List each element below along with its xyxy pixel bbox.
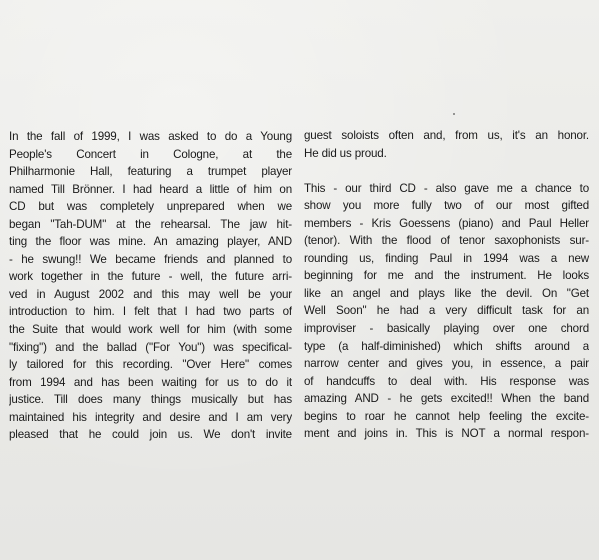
text-line: rounding us, finding Paul in 1994 was a new [304, 251, 589, 265]
left-text-column [9, 128, 292, 444]
text-line: like an angel and plays like the devil. On "Get [304, 286, 589, 300]
paragraph-third-cd [304, 180, 589, 443]
text-line: In the fall of 1999, I was asked to do a Young [9, 130, 292, 143]
text-line: from 1994 and has been waiting for us to do it [9, 375, 292, 389]
paragraph-gap [304, 162, 589, 180]
text-line: He did us proud. [304, 146, 387, 160]
text-line: the Suite that would work well for him (with some [9, 323, 292, 337]
text-line: ment and joins in. This is NOT a normal respon- [304, 427, 589, 441]
text-line: type (a half-diminished) which shifts around a [304, 339, 589, 353]
text-line: This - our third CD - also gave me a chance to [304, 181, 589, 195]
text-line: narrow center and gives you, in essence, a pair [304, 357, 589, 371]
text-line: guest soloists often and, from us, it's an honor. [304, 129, 589, 142]
text-line: amazing AND - he gets excited!! When the band [304, 392, 589, 406]
text-line: - he swung!! We became friends and planned to [9, 252, 292, 266]
text-line: ting the floor was mine. An amazing player, AND [9, 235, 292, 249]
paragraph-guest-soloists [304, 127, 589, 162]
text-line: ly tailored for this recording. "Over Here" comes [9, 358, 292, 372]
text-line: began "Tah-DUM" at the rehearsal. The jaw hit- [9, 217, 292, 231]
right-text-column [304, 127, 589, 443]
text-line: of handcuffs to deal with. His response was [304, 374, 589, 388]
text-line: named Till Brönner. I had heard a little of him on [9, 182, 292, 196]
text-line: members - Kris Goessens (piano) and Paul Heller [304, 216, 589, 230]
text-line: People's Concert in Cologne, at the [9, 147, 292, 161]
text-line: "fixing") and the ballad ("For You") was specifical- [9, 340, 292, 354]
text-line: maintained his integrity and desire and I am very [9, 410, 292, 424]
paper-speck [453, 113, 455, 115]
text-line: CD but was completely unprepared when we [9, 200, 292, 214]
text-line: Philharmonie Hall, featuring a trumpet player [9, 165, 292, 179]
text-line: show you more fully two of our most gifted [304, 199, 589, 213]
text-line: justice. Till does many things musically but has [9, 393, 292, 407]
text-line: ved in August 2002 and this may well be your [9, 287, 292, 301]
text-line: work together in the future - well, the future arri- [9, 270, 292, 284]
text-line: introduction to him. I felt that I had two parts of [9, 305, 292, 319]
text-line: (tenor). With the flood of tenor saxophonists sur- [304, 234, 589, 248]
text-line: Well Soon" he had a very difficult task for an [304, 304, 589, 318]
text-line: beginning for me and the instrument. He looks [304, 269, 589, 283]
text-line: pleased that he could join us. We don't invite [9, 428, 292, 442]
text-line: begins to roar he cannot help feeling the excite- [304, 409, 589, 423]
text-line: improviser - basically playing over one chord [304, 322, 589, 336]
